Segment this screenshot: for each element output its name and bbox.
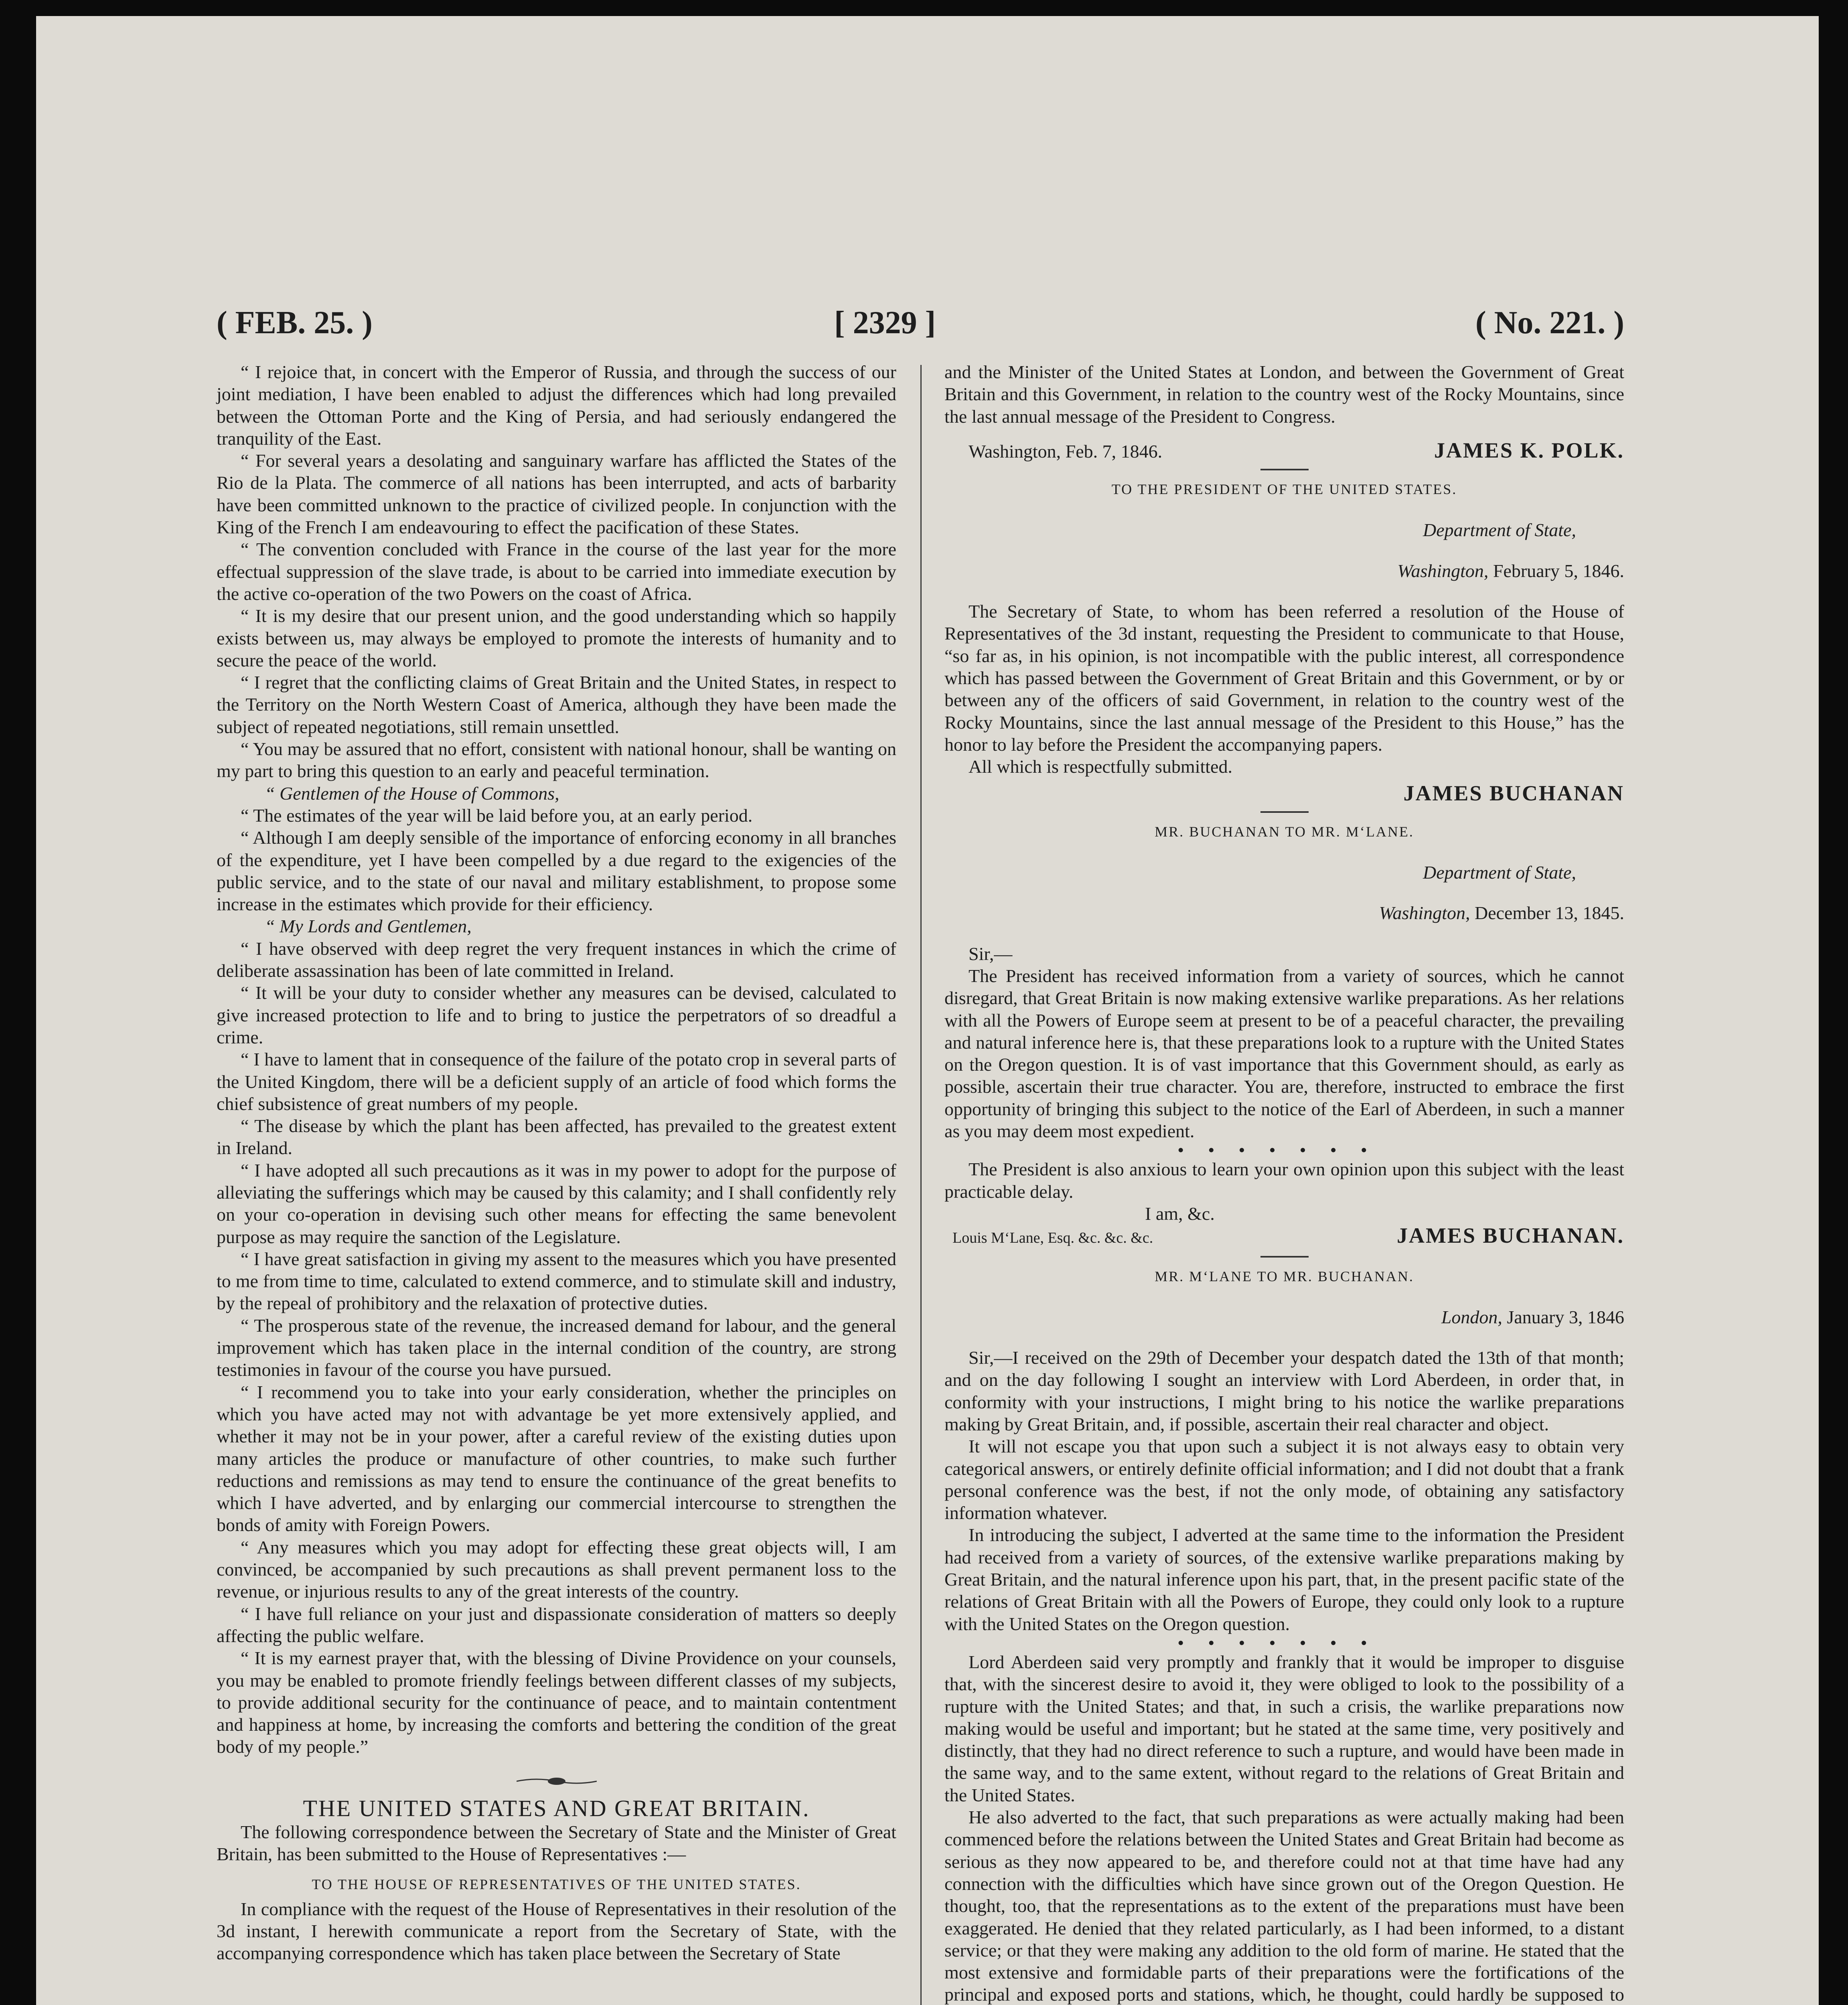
paragraph: In introducing the subject, I adverted at the same time to the information the President had received from a variety of sources, of the extensive warlike preparations making by Great Britain, and the natural inference upon his part, that, in the present pacific state of the relations of Great Britain with all the Powers of Europe, they could only look to a rupture with the United States on the Oregon question. xyxy=(944,1525,1624,1634)
paragraph: “ I have adopted all such precautions as it was in my power to adopt for the purpose of alleviating the sufferings which may be caused by this calamity; and I shall confidently rely on your co-operation in devising such other means for effecting the same benevolent purpose as may require the sanction of the Legislature. xyxy=(217,1160,896,1247)
paragraph: “ I have to lament that in consequence of the failure of the potato crop in several parts of the United Kingdom, there will be a deficient supply of an article of food which forms the chief subsistence of great numbers of my people. xyxy=(217,1049,896,1114)
paragraph: “ I have full reliance on your just and dispassionate consideration of matters so deeply affecting the public welfare. xyxy=(217,1603,896,1646)
paragraph: “ It will be your duty to consider whether any measures can be devised, calculated to give increased protection to life and to bring to justice the perpetrators of so dreadful a crime. xyxy=(217,982,896,1047)
rule xyxy=(1260,1256,1309,1258)
paragraph: The Secretary of State, to whom has been referred a resolution of the House of Representatives of the 3d instant, requesting the President to communicate to that House, “so far as, in his opinion, is not incompatible with the public interest, all correspondence which has passed between the Government of Great Britain and this Government, or by or between any of the officers of said Government, in relation to the country west of the Rocky Mountains, since the last annual message of the President to this House,” has the honor to lay before the President the accompanying papers. xyxy=(944,601,1624,755)
letter-date xyxy=(944,902,1624,924)
letter-heading: TO THE PRESIDENT OF THE UNITED STATES. xyxy=(1111,481,1457,498)
paragraph: “ The convention concluded with France in the course of the last year for the more effectual suppression of the slave trade, is about to be carried into immediate execution by the active co-operation of the two Powers on the coast of Africa. xyxy=(217,539,896,604)
ellipsis-dots: ••••••• xyxy=(1177,1140,1391,1160)
paragraph: All which is respectfully submitted. xyxy=(969,756,1232,777)
ornament-divider xyxy=(217,1774,896,1790)
paragraph: “ The prosperous state of the revenue, the increased demand for labour, and the general improvement which has taken place in the internal condition of the country, are strong testimonies in favour of the course you have pursued. xyxy=(217,1315,896,1380)
paragraph: The President has received information from a variety of sources, which he cannot disregard, that Great Britain is now making extensive warlike preparations. As her relations with all the Powers of Europe seem at present to be of a peaceful character, the prevailing and natural inference here is, that these preparations look to a rupture with the United States on the Oregon question. It is of vast importance that this Government should, as early as possible, ascertain their true character. You are, therefore, instructed to embrace the first opportunity of bringing this subject to the notice of the Earl of Aberdeen, in such a manner as you may deem most expedient. xyxy=(944,965,1624,1142)
signature: JAMES BUCHANAN. xyxy=(1396,1223,1624,1248)
letter-office: Department of State, xyxy=(1423,862,1576,883)
paragraph: and the Minister of the United States at London, and between the Government of Great Britain and this Government, in relation to the country west of the Rocky Mountains, since the last annual message of the President to Congress. xyxy=(944,362,1624,427)
paragraph: “ I rejoice that, in concert with the Emperor of Russia, and through the success of our joint mediation, I have been enabled to adjust the differences which had long prevailed between the Ottoman Porte and the King of Persia, and had seriously endangered the tranquility of the East. xyxy=(217,362,896,449)
rule xyxy=(1260,811,1309,813)
paragraph: “ Any measures which you may adopt for effecting these great objects will, I am convinced, be accompanied by such precautions as shall prevent permanent loss to the revenue, or injurious results to any of the great interests of the country. xyxy=(217,1537,896,1602)
closing: I am, &c. xyxy=(1145,1203,1215,1224)
letter-date xyxy=(944,560,1624,582)
letter-office: Department of State, xyxy=(1423,520,1576,541)
newspaper-page xyxy=(217,305,1624,2005)
signature: JAMES BUCHANAN xyxy=(1403,781,1624,806)
paragraph: “ You may be assured that no effort, consistent with national honour, shall be wanting on my part to bring this question to an early and peaceful termination. xyxy=(217,739,896,782)
paragraph: Lord Aberdeen said very promptly and frankly that it would be improper to disguise that, with the sincerest desire to avoid it, they were obliged to look to the possibility of a rupture with the United States; and that, in such a crisis, the warlike preparations now making would be useful and important; but he stated at the same time, very positively and distinctly, that they had no direct reference to such a rupture, and would have been made in the same way, and to the same extent, without regard to the relations of Great Britain and the United States. xyxy=(944,1651,1624,1805)
address-heading: “ My Lords and Gentlemen, xyxy=(265,916,472,937)
letter-date xyxy=(944,1306,1624,1328)
paragraph: “ The estimates of the year will be laid before you, at an early period. xyxy=(241,805,753,826)
header-page-number: [ 2329 ] xyxy=(834,305,936,340)
letter-date-value: December 13, 1845. xyxy=(1475,903,1624,924)
paragraph: “ I have observed with deep regret the very frequent instances in which the crime of deliberate assassination has been of late committed in Ireland. xyxy=(217,938,896,981)
ornament-icon xyxy=(517,1775,597,1787)
paragraph: “ It is my desire that our present union, and the good understanding which so happily exists between us, may always be employed to promote the interests of humanity and to secure the peace of the world. xyxy=(217,606,896,670)
signature: JAMES K. POLK. xyxy=(1434,438,1624,462)
paragraph: “ Although I am deeply sensible of the importance of enforcing economy in all branches of the expenditure, yet I have been compelled by a due regard to the exigencies of the public service, and to the state of our naval and military establishment, to propose some increase in the estimates which provide for their efficiency. xyxy=(217,827,896,915)
letter-heading: MR. BUCHANAN TO MR. M‘LANE. xyxy=(1155,823,1414,840)
signature-row xyxy=(944,1225,1624,1249)
header-issue-number: ( No. 221. ) xyxy=(1475,305,1624,340)
letter-place: Washington, xyxy=(1379,903,1470,924)
paragraph: It will not escape you that upon such a subject it is not always easy to obtain very categorical answers, or entirely definite official information; and I did not doubt that a frank personal conference was the best, if not the only mode, of obtaining any satisfactory information whatever. xyxy=(944,1436,1624,1523)
address-heading: “ Gentlemen of the House of Commons, xyxy=(265,783,559,804)
letter-date-value: February 5, 1846. xyxy=(1493,560,1624,581)
letter-date-value: January 3, 1846 xyxy=(1507,1306,1624,1327)
paragraph: “ I recommend you to take into your early consideration, whether the principles on which you have acted may not with advantage be yet more extensively applied, and whether it may not be in your power, after a careful review of the existing duties upon many articles the produce or manufacture of other countries, to make such further reductions and remissions as may tend to ensure the continuance of the great benefits to which I have adverted, and by enlarging our commercial intercourse to strengthen the bonds of amity with Foreign Powers. xyxy=(217,1381,896,1535)
paragraph: The President is also anxious to learn your own opinion upon this subject with the least practicable delay. xyxy=(944,1159,1624,1202)
addressee: Louis M‘Lane, Esq. &c. &c. &c. xyxy=(952,1229,1153,1247)
right-column xyxy=(944,361,1624,2005)
ellipsis-dots: ••••••• xyxy=(1177,1632,1391,1653)
paragraph: He also adverted to the fact, that such preparations as were actually making had been commenced before the relations between the United States and Great Britain had become as serious as they now appeared to be, and therefore could not at that time have had any connection with the difficulties which have since grown out of the Oregon Question. He thought, too, that the representations as to the extent of the preparations must have been exaggerated. He denied that they related particularly, as I had been informed, to a distant service; or that they were making any addition to the old form of marine. He stated that the most extensive and formidable parts of their preparations were the fortifications of the principal and exposed ports and stations, which, he thought, could hardly be supposed to xyxy=(944,1807,1624,2005)
page-header xyxy=(217,305,1624,361)
column-divider xyxy=(920,365,922,2005)
paragraph: In compliance with the request of the House of Representatives in their resolution of the 3d instant, I herewith communicate a report from the Secretary of State, with the accompanying correspondence which has taken place between the Secretary of State xyxy=(217,1898,896,1964)
header-date: ( FEB. 25. ) xyxy=(217,305,373,340)
letter-heading: TO THE HOUSE OF REPRESENTATIVES OF THE UNITED STATES. xyxy=(312,1876,801,1892)
paragraph: “ I regret that the conflicting claims of Great Britain and the United States, in respect to the Territory on the North Western Coast of America, although they have been made the subject of repeated negotiations, still remain unsettled. xyxy=(217,672,896,737)
section-title: THE UNITED STATES AND GREAT BRITAIN. xyxy=(303,1795,810,1821)
left-column xyxy=(217,361,896,1964)
paragraph: The following correspondence between the Secretary of State and the Minister of Great Britain, has been submitted to the House of Representatives :— xyxy=(217,1822,896,1865)
paragraph: “ For several years a desolating and sanguinary warfare has afflicted the States of the Rio de la Plata. The commerce of all nations has been interrupted, and acts of barbarity have been committed unknown to the practice of civilized people. In conjunction with the King of the French I am endeavouring to effect the pacification of these States. xyxy=(217,450,896,538)
salutation: Sir,— xyxy=(969,943,1013,964)
letter-heading: MR. M‘LANE TO MR. BUCHANAN. xyxy=(1155,1268,1414,1284)
signature-row xyxy=(944,439,1624,462)
paragraph: “ The disease by which the plant has been affected, has prevailed to the greatest extent in Ireland. xyxy=(217,1116,896,1158)
paragraph: Sir,—I received on the 29th of December your despatch dated the 13th of that month; and on the day following I sought an interview with Lord Aberdeen, in order that, in conformity with your instructions, I might bring to his notice the warlike preparations making by Great Britain, and, if possible, ascertain their real character and object. xyxy=(944,1347,1624,1434)
paragraph: “ It is my earnest prayer that, with the blessing of Divine Providence on your counsels, you may be enabled to promote friendly feelings between different classes of my subjects, to provide additional security for the continuance of peace, and to maintain contentment and happiness at home, by increasing the comforts and bettering the condition of the great body of my people.” xyxy=(217,1648,896,1757)
dateline: Washington, Feb. 7, 1846. xyxy=(969,441,1163,462)
rule xyxy=(1260,469,1309,470)
letter-place: London, xyxy=(1441,1306,1502,1327)
paragraph: “ I have great satisfaction in giving my assent to the measures which you have presented to me from time to time, calculated to extend commerce, and to stimulate skill and industry, by the repeal of prohibitory and the relaxation of protective duties. xyxy=(217,1248,896,1314)
letter-place: Washington, xyxy=(1397,560,1489,581)
